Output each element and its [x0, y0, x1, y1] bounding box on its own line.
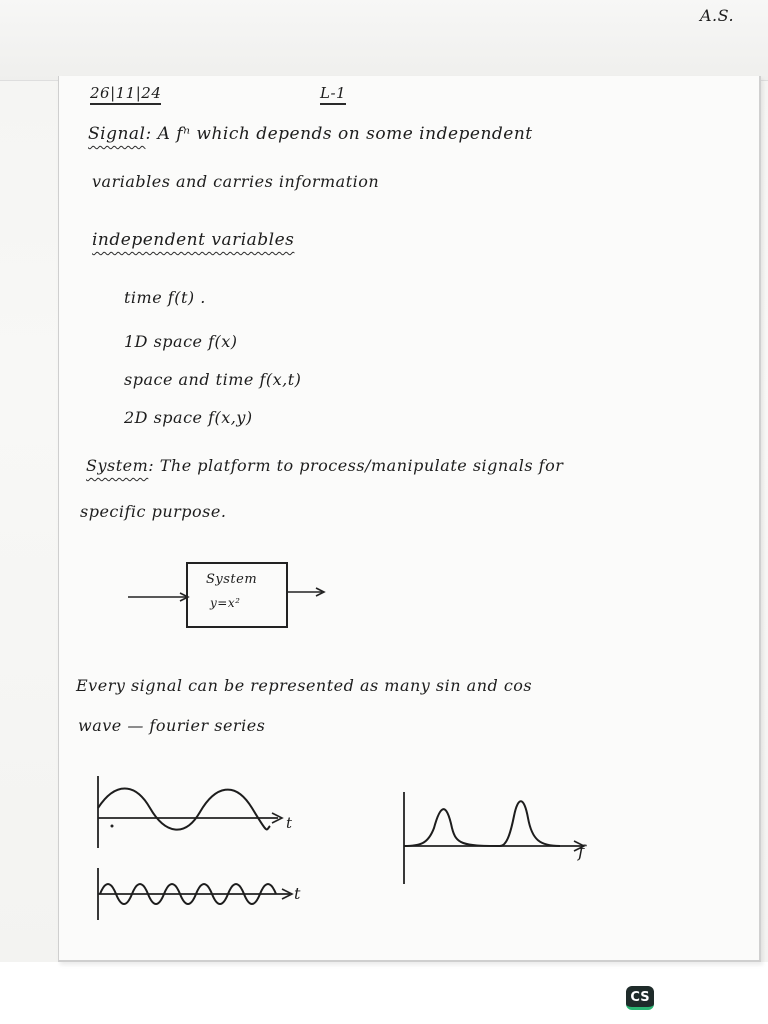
fourier-line1: Every signal can be represented as many sin and cos — [76, 676, 533, 695]
fourier-line2: wave — fourier series — [78, 716, 266, 735]
signal-definition-line1 — [88, 124, 533, 144]
page-fold — [0, 0, 768, 81]
initials: A.S. — [700, 6, 735, 25]
system-block-title: System — [206, 572, 258, 587]
camscanner-logo: CS — [626, 986, 654, 1010]
system-definition-text: : The platform to process/manipulate signals for — [148, 456, 564, 475]
frequency-graph-axis-label: f — [578, 842, 585, 862]
signal-definition-line2: variables and carries information — [92, 172, 380, 191]
sine-graph-axis-label: t — [286, 814, 293, 832]
variable-item-space-time: space and time f(x,t) — [124, 370, 302, 389]
high-frequency-graph-axis-label: t — [294, 884, 301, 903]
lecture-number: L-1 — [320, 84, 346, 105]
system-definition-line1 — [86, 456, 563, 475]
variable-item-time: time f(t) . — [124, 288, 206, 307]
system-block-equation: y=x² — [210, 596, 241, 610]
system-term: System — [86, 456, 149, 475]
date: 26|11|24 — [90, 84, 161, 105]
variable-item-1d-space: 1D space f(x) — [124, 332, 238, 351]
signal-definition-text: : A fⁿ which depends on some independent — [145, 124, 533, 144]
independent-variables-heading: independent variables — [92, 230, 295, 250]
variable-item-2d-space: 2D space f(x,y) — [124, 408, 253, 427]
system-definition-line2: specific purpose. — [80, 502, 227, 521]
signal-term: Signal — [88, 124, 146, 144]
